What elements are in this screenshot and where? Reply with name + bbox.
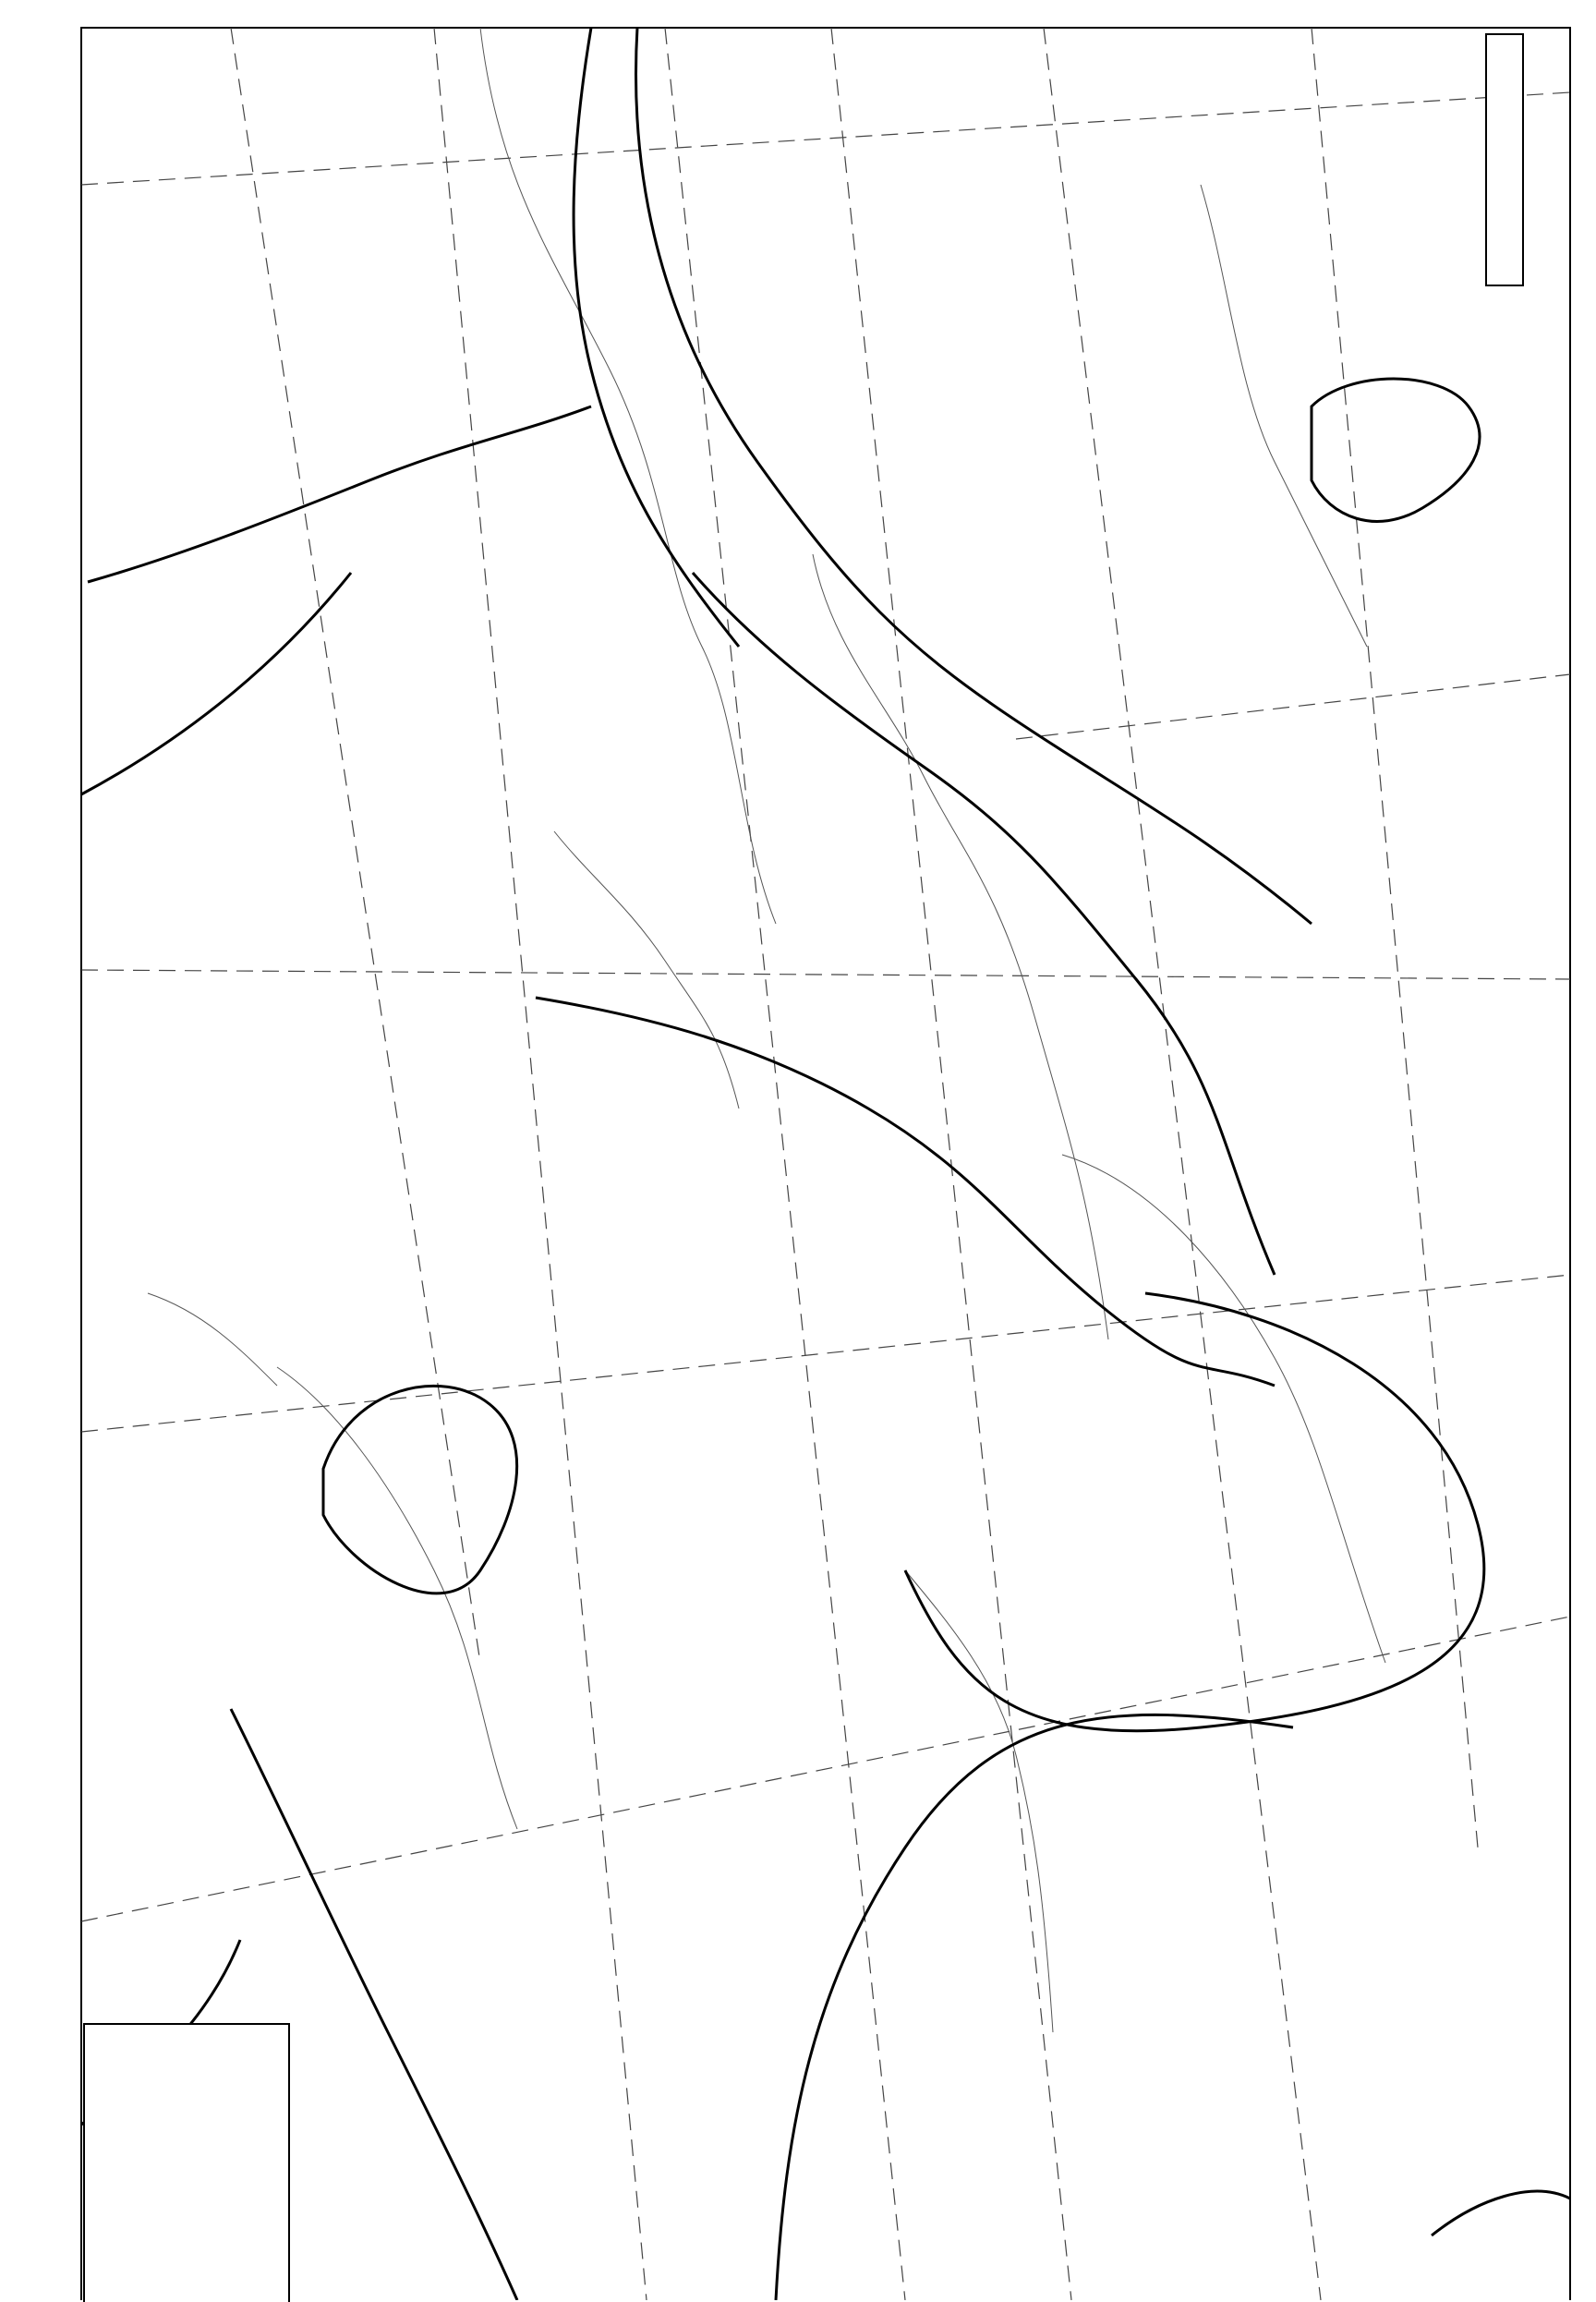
- isobar-south-east: [1432, 2191, 1570, 2235]
- map-frame: [81, 28, 1570, 2300]
- isobar-1008-south: [776, 1714, 1293, 2300]
- top-header-box: [1485, 33, 1524, 286]
- geographic-lines: [148, 28, 1385, 2032]
- isobar-1008-northwest: [574, 28, 739, 647]
- isobar-1005-west: [81, 573, 351, 794]
- legend-box: [83, 2023, 290, 2302]
- isobars: [81, 28, 1570, 2300]
- isobar-1012: [693, 573, 1275, 1275]
- graticule: [81, 28, 1570, 2300]
- isobar-1008-mid: [536, 998, 1275, 1386]
- isobar-low-ring-west: [323, 1386, 517, 1593]
- isobar-1002-5-west: [88, 406, 591, 582]
- isobar-low-ring-east: [1312, 379, 1480, 521]
- isobar-1002-5-east: [905, 1293, 1484, 1731]
- isobar-1005-north: [636, 28, 1312, 924]
